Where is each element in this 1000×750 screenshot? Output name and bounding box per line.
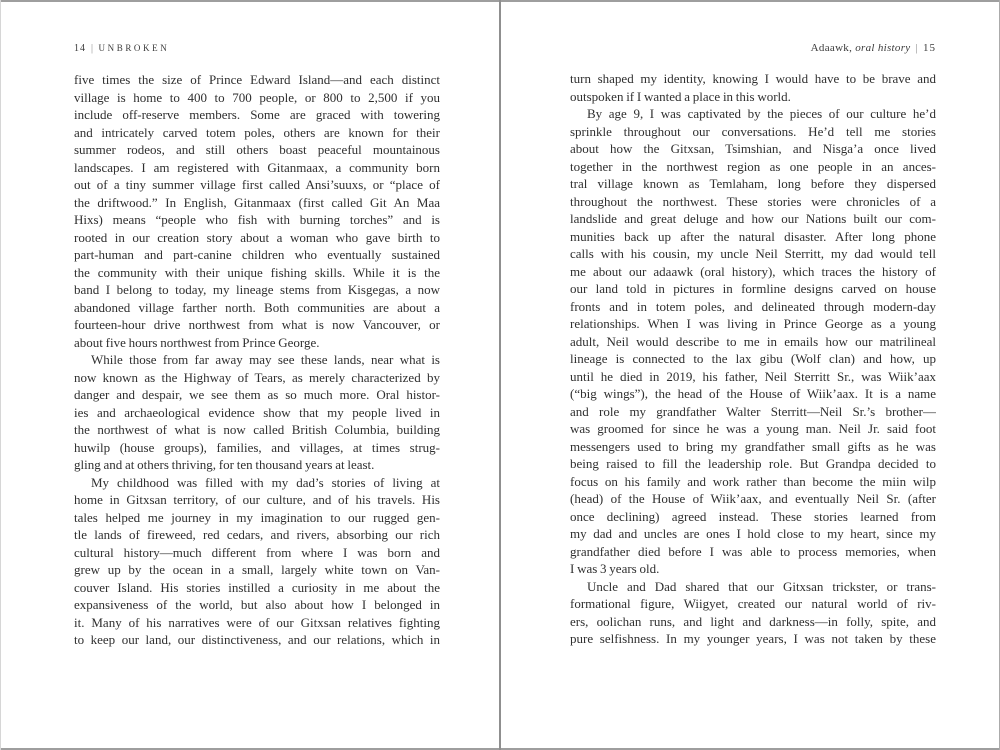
text-line: landscapes. I am registered with Gitanmaax, a community born	[74, 159, 440, 175]
text-line: By age 9, I was captivated by the pieces of our culture he’d	[587, 106, 936, 121]
text-line: my dad and uncles are ones I hold close to my heart, since my	[570, 526, 936, 541]
text-line: the driftwood.” In English, Gitanmaax (first called Git An Maa	[74, 194, 440, 210]
right-running-head	[570, 42, 936, 54]
text-line: home in Gitxsan territory, of our culture, and of his travels. His	[74, 492, 440, 507]
text-line: danger and despair, we see them as so much more. Oral histor-	[74, 387, 440, 402]
text-line: tle lands of fireweed, red cedars, and rivers, absorbing our rich	[74, 527, 440, 542]
text-line: part-human and part-canine children who eventually sustained	[74, 247, 440, 262]
text-line: tral village known as Temlaham, long before they dispersed	[570, 176, 936, 191]
text-line: was groomed for since he was a young man. Neil Jr. said foot	[570, 421, 936, 436]
text-line: ies and archaeological evidence show that my people lived in	[74, 404, 440, 420]
text-line: sprinkle throughout our conversations. He’d tell me stories	[570, 123, 936, 139]
text-line: being raised to fill the leadership role. But Grandpa decided to	[570, 456, 936, 471]
text-line: messengers used to bring my grandfather small gifts as he was	[570, 438, 936, 454]
text-line: (“big wings”), the head of the House of Wiik’aax. It is a name	[570, 386, 936, 401]
text-line: Uncle and Dad shared that our Gitxsan trickster, or trans-	[587, 578, 936, 594]
text-line: relationships. When I was living in Prince George as a young	[570, 316, 936, 331]
text-line: and role my grandfather Walter Sterritt—Neil Sr.’s brother—	[570, 403, 936, 419]
text-line: huwilp (house groups), families, and villages, at times strug-	[74, 439, 440, 455]
text-line: grandfather died before I was able to process memories, when	[570, 543, 936, 559]
text-line: My childhood was filled with my dad’s stories of living at	[91, 474, 440, 490]
text-line: band I belong to today, my lineage stems from Kisgegas, a now	[74, 282, 440, 297]
left-border	[0, 0, 1, 750]
text-line: me about our adaawk (oral history), which traces the history of	[570, 263, 936, 279]
left-running-head	[74, 42, 440, 55]
left-page-text	[74, 71, 440, 649]
text-line: abandoned village farther north. Both communities are about a	[74, 299, 440, 315]
text-line: now known as the Highway of Tears, as merely characterized by	[74, 369, 440, 385]
text-line: until he died in 2019, his father, Neil Sterritt Sr., was Wiik’aax	[570, 368, 936, 384]
text-line: grew up by the ocean in a small, largely white town on Van-	[74, 562, 440, 577]
text-line: about five hours northwest from Prince George.	[74, 334, 320, 350]
text-line: couver Island. His stories instilled a curiosity in me about the	[74, 579, 440, 595]
right-page-number: 15	[923, 42, 936, 54]
running-head-separator: |	[91, 43, 94, 54]
text-line: the northwest of what is now called British Columbia, building	[74, 422, 440, 437]
text-line: and intricately carved totem poles, others are known for their	[74, 124, 440, 140]
right-page-text	[570, 70, 936, 648]
text-line: once declining) agreed instead. These stories learned from	[570, 508, 936, 524]
chapter-subtitle-italic: oral history	[855, 42, 911, 54]
text-line: lineage is connected to the lax gibu (Wolf clan) and how, up	[570, 351, 936, 366]
text-line: village is home to 400 to 700 people, or 800 to 2,500 if you	[74, 89, 440, 105]
text-line: ers, oolichan runs, and light and darkness—in folly, spite, and	[570, 613, 936, 629]
text-line: fourteen-hour drive northwest from what is now Vancouver, or	[74, 317, 440, 332]
text-line: expansiveness of the world, but also about how I belonged in	[74, 597, 440, 612]
text-line: throughout the northwest. These stories were chronicles of a	[570, 193, 936, 209]
left-page	[74, 42, 440, 649]
text-line: it. Many of his narratives were of our Gitxsan relatives fighting	[74, 614, 440, 630]
text-line: to keep our land, our distinctiveness, and our relations, which in	[74, 632, 440, 647]
text-line: five times the size of Prince Edward Island—and each distinct	[74, 72, 440, 87]
text-line: Hixs) means “people who fish with burning torches” and is	[74, 212, 440, 227]
text-line: the community with their unique fishing skills. While it is the	[74, 264, 440, 280]
text-line: rooted in our creation story about a woman who gave birth to	[74, 229, 440, 245]
running-head-separator: |	[915, 42, 918, 54]
text-line: together in the northwest region as one people in an ances-	[570, 158, 936, 174]
text-line: fronts and in totem poles, and delineated through modern-day	[570, 298, 936, 314]
text-line: turn shaped my identity, knowing I would have to be brave and	[570, 71, 936, 86]
chapter-title: Adaawk,	[810, 42, 853, 54]
text-line: landslide and great deluge and how our Nations built our com-	[570, 211, 936, 226]
text-line: cultural history—much different from where I was born and	[74, 544, 440, 560]
text-line: formational figure, Wiigyet, created our natural world of riv-	[570, 596, 936, 611]
text-line: calls with his cousin, my uncle Neil Sterritt, my dad would tell	[570, 246, 936, 261]
text-line: our land told in pictures in formline designs carved on house	[570, 281, 936, 296]
text-line: about how the Gitxsan, Tsimshian, and Nisga’a once lived	[570, 141, 936, 156]
text-line: While those from far away may see these lands, near what is	[91, 352, 440, 367]
text-line: munities back up after the natural disaster. After long phone	[570, 228, 936, 244]
book-title: UNBROKEN	[98, 43, 170, 53]
text-line: out of a tiny summer village first called Ansi’suuxs, or “place of	[74, 177, 440, 192]
text-line: outspoken if I wanted a place in this world.	[570, 88, 791, 104]
text-line: adult, Neil would describe to me in emails how our matrilineal	[570, 333, 936, 349]
right-page	[570, 42, 936, 648]
page-gutter-divider	[499, 0, 501, 750]
text-line: include off-reserve members. Some are graced with towering	[74, 107, 440, 122]
left-page-number: 14	[74, 43, 86, 54]
text-line: focus on his family and work rather than become the miin wilp	[570, 473, 936, 489]
text-line: summer rodeos, and still others boast peaceful mountainous	[74, 142, 440, 157]
text-line: gling and at others thriving, for ten thousand years at least.	[74, 457, 375, 472]
text-line: pure selfishness. In my younger years, I was not taken by these	[570, 631, 936, 646]
text-line: I was 3 years old.	[570, 561, 660, 576]
text-line: tales helped me journey in my imagination to our rugged gen-	[74, 509, 440, 525]
text-line: (head) of the House of Wiik’aax, and eventually Neil Sr. (after	[570, 491, 936, 506]
